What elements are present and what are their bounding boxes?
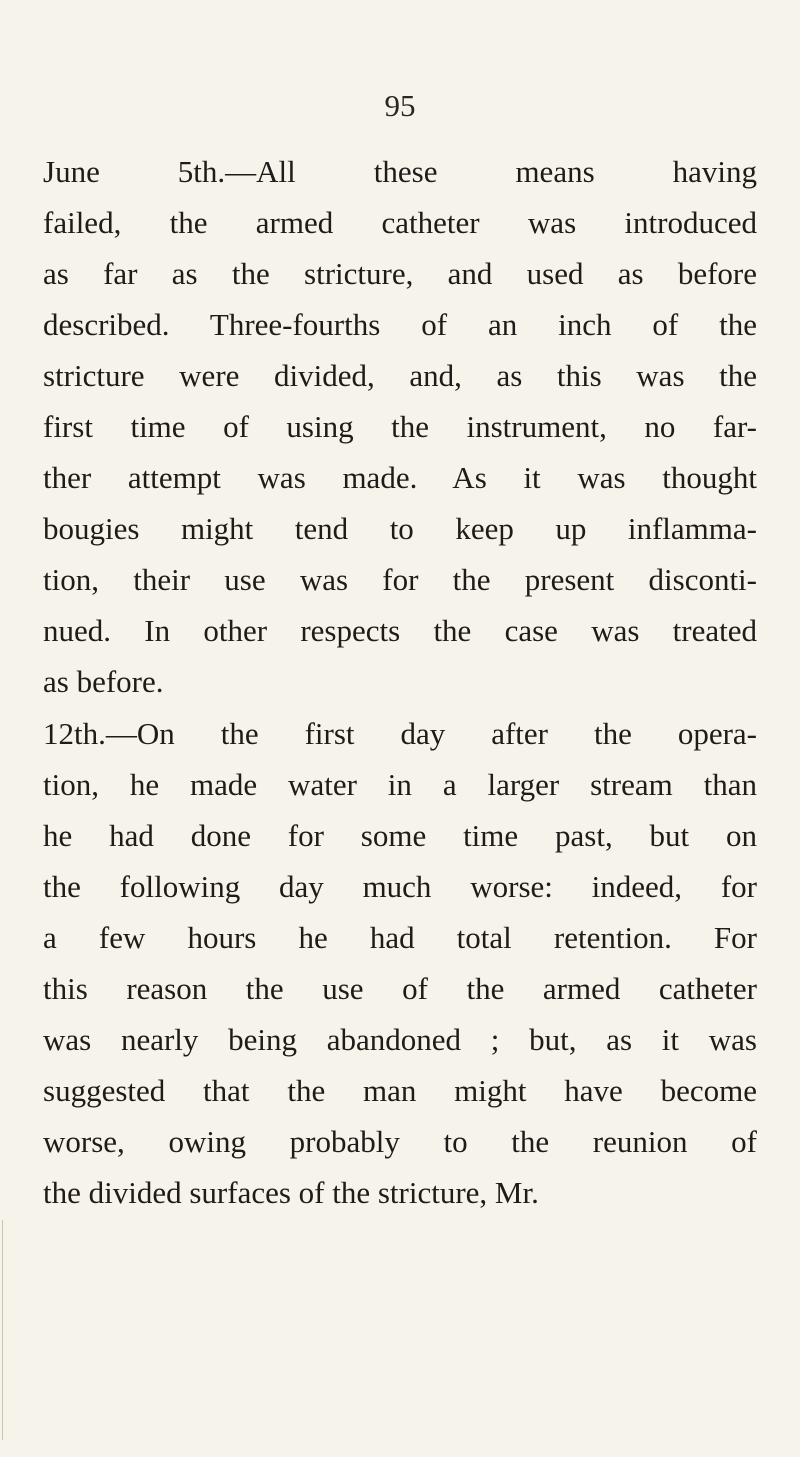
text-line: was nearly being abandoned ; but, as it was — [43, 1022, 757, 1057]
text-line: bougies might tend to keep up inflamma- — [43, 511, 757, 546]
text-line: tion, their use was for the present disconti- — [43, 562, 757, 597]
paragraph-12th — [43, 708, 757, 1218]
text-line: the following day much worse: indeed, for — [43, 869, 757, 904]
text-line: described. Three-fourths of an inch of the — [43, 307, 757, 342]
text-line: worse, owing probably to the reunion of — [43, 1124, 757, 1159]
text-line: he had done for some time past, but on — [43, 818, 757, 853]
text-line: the divided surfaces of the stricture, Mr. — [43, 1175, 539, 1210]
text-line: June 5th.—All these means having — [43, 154, 757, 189]
text-line: stricture were divided, and, as this was the — [43, 358, 757, 393]
text-line: failed, the armed catheter was introduced — [43, 205, 757, 240]
text-line: nued. In other respects the case was treated — [43, 613, 757, 648]
text-line: suggested that the man might have become — [43, 1073, 757, 1108]
text-line: tion, he made water in a larger stream than — [43, 767, 757, 802]
text-line: first time of using the instrument, no far- — [43, 409, 757, 444]
text-line: as far as the stricture, and used as before — [43, 256, 757, 291]
paragraph-june-5th — [43, 146, 757, 707]
text-line: 12th.—On the first day after the opera- — [43, 716, 757, 751]
text-line: ther attempt was made. As it was thought — [43, 460, 757, 495]
text-line: this reason the use of the armed catheter — [43, 971, 757, 1006]
text-line: as before. — [43, 664, 164, 699]
page-number: 95 — [384, 88, 416, 123]
page-edge-shadow — [2, 1220, 3, 1440]
text-line: a few hours he had total retention. For — [43, 920, 757, 955]
